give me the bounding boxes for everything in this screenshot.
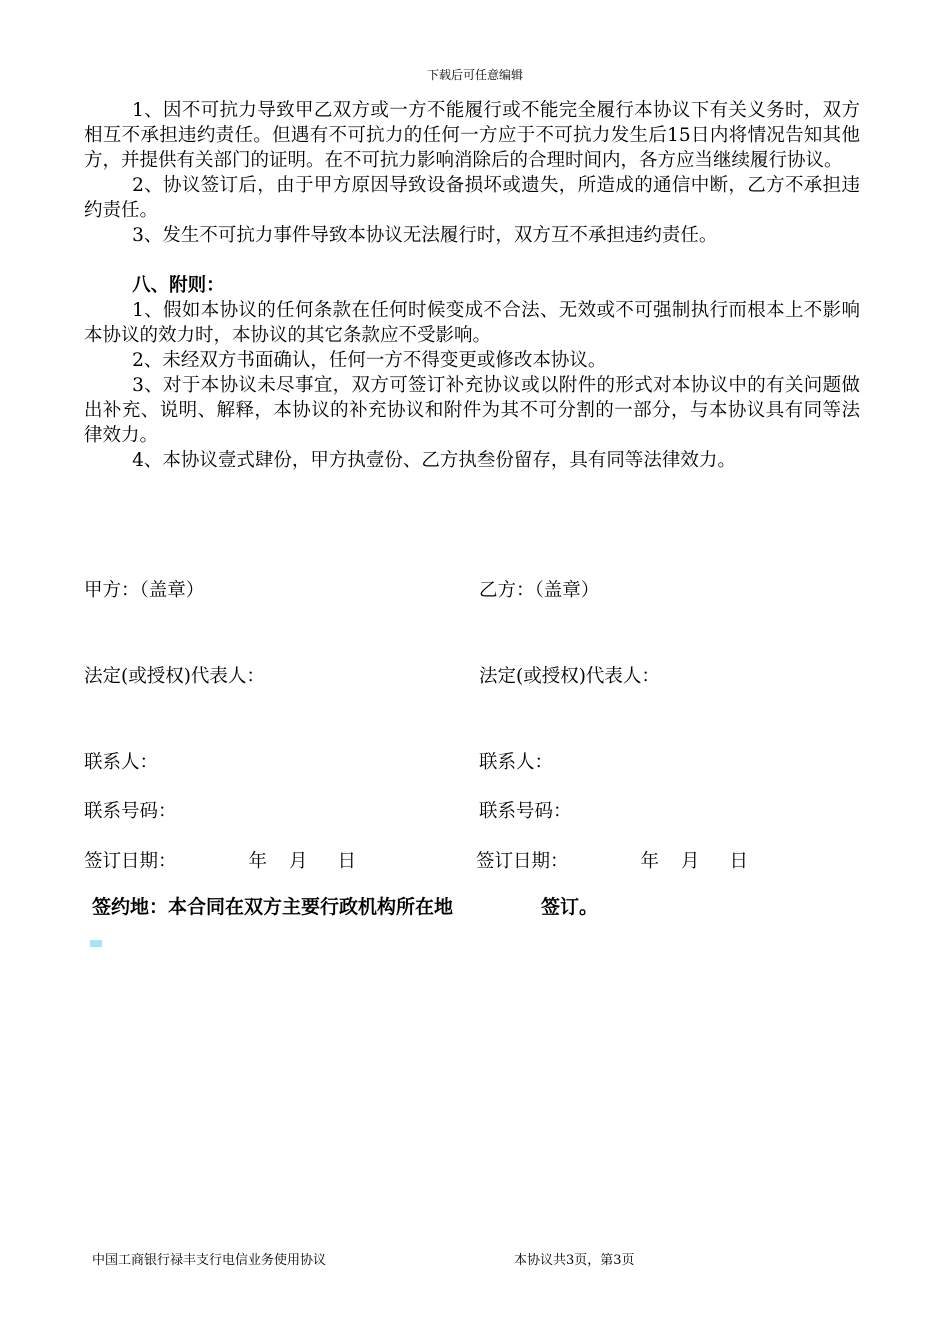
date-day: 日: [729, 851, 749, 872]
signing-place: [92, 892, 598, 919]
date-month: 月: [289, 851, 308, 872]
text-cursor-marker: [90, 940, 102, 947]
party-b-representative: 法定(或授权)代表人：: [479, 666, 660, 687]
date-label: 签订日期：: [476, 851, 569, 872]
party-a-phone: 联系号码：: [84, 801, 177, 822]
party-a-seal: 甲方：（盖章）: [84, 580, 205, 601]
party-a-sign-date: [84, 847, 356, 873]
section-8-clause-4: 4、本协议壹式肆份，甲方执壹份、乙方执叁份留存，具有同等法律效力。: [132, 450, 736, 471]
date-year: 年: [640, 851, 660, 872]
party-b-phone: 联系号码：: [479, 801, 572, 822]
party-a-contact: 联系人：: [84, 752, 159, 773]
party-b-sign-date: [476, 847, 748, 873]
footer-page-number: 本协议共3页，第3页: [514, 1253, 635, 1268]
spacer: [84, 248, 860, 273]
footer-title: 中国工商银行禄丰支行电信业务使用协议: [92, 1253, 327, 1268]
document-body: [84, 98, 860, 473]
date-year: 年: [248, 851, 268, 872]
date-month: 月: [681, 851, 700, 872]
clause-force-majeure-1: 1、因不可抗力导致甲乙双方或一方不能履行或不能完全履行本协议下有关义务时，双方相互不承担违约责任。但遇有不可抗力的任何一方应于不可抗力发生后15日内将情况告知其他方，并提供有关部门的证明。在不可抗力影响消除后的合理时间内，各方应当继续履行协议。: [84, 100, 860, 171]
party-b-seal: 乙方：（盖章）: [479, 580, 600, 601]
date-label: 签订日期：: [84, 851, 177, 872]
section-8-clause-3: 3、对于本协议未尽事宜，双方可签订补充协议或以附件的形式对本协议中的有关问题做出补充、说明、解释，本协议的补充协议和附件为其不可分割的一部分，与本协议具有同等法律效力。: [84, 375, 860, 446]
section-8-clause-1: 1、假如本协议的任何条款在任何时候变成不合法、无效或不可强制执行而根本上不影响本协议的效力时，本协议的其它条款应不受影响。: [84, 300, 860, 346]
clause-force-majeure-3: 3、发生不可抗力事件导致本协议无法履行时，双方互不承担违约责任。: [132, 225, 718, 246]
clause-force-majeure-2: 2、协议签订后，由于甲方原因导致设备损坏或遗失，所造成的通信中断，乙方不承担违约责任。: [84, 175, 860, 221]
party-a-representative: 法定(或授权)代表人：: [84, 666, 265, 687]
section-8-clause-2: 2、未经双方书面确认，任何一方不得变更或修改本协议。: [132, 350, 607, 371]
signing-place-text: 签约地：本合同在双方主要行政机构所在地: [92, 896, 454, 918]
page-header: 下载后可任意编辑: [426, 68, 523, 82]
party-b-contact: 联系人：: [479, 752, 554, 773]
date-day: 日: [337, 851, 357, 872]
section-8-title: 八、附则：: [132, 275, 225, 296]
signing-place-end: 签订。: [541, 896, 599, 918]
